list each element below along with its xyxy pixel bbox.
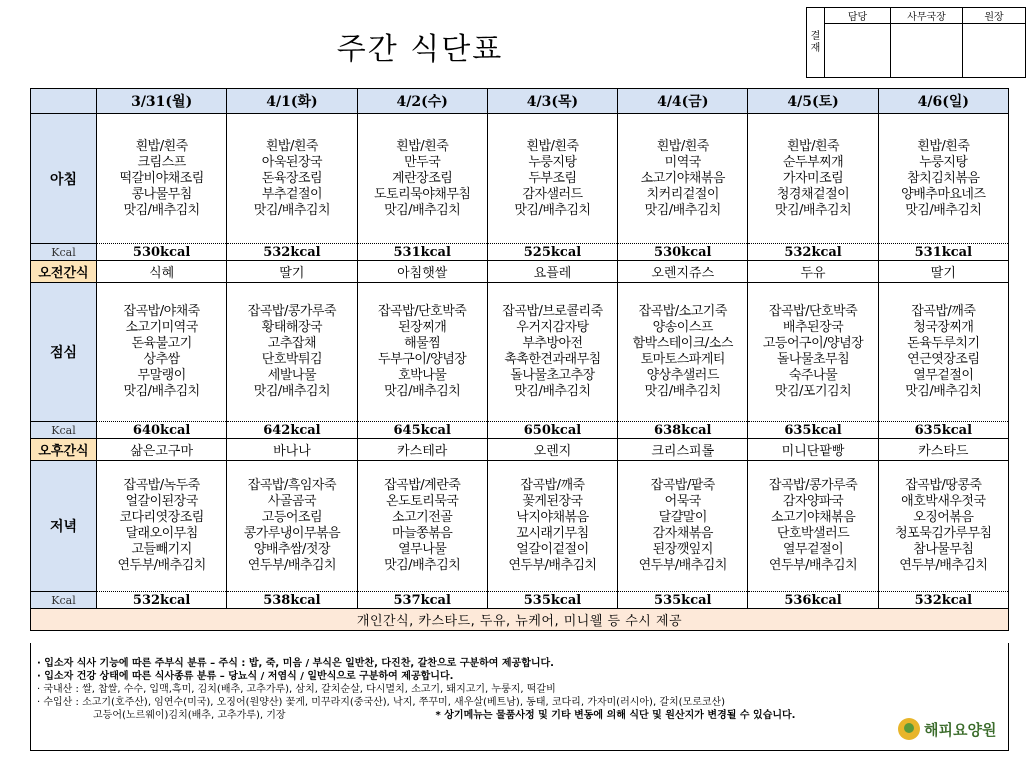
- dish-item: 잡곡밥/녹두죽: [123, 478, 200, 493]
- notes-section: [30, 643, 1009, 751]
- dish-item: 치커리겉절이: [646, 186, 719, 202]
- dinner-dishes: [227, 461, 357, 592]
- dish-item: 흰밥/흰죽: [786, 138, 840, 154]
- dish-item: 연두부/배추김치: [768, 558, 858, 573]
- dish-item: 상추쌈: [143, 352, 180, 367]
- dish-item: 마늘쫑볶음: [392, 526, 453, 541]
- lunch-dishes: [357, 283, 487, 422]
- dish-item: 청경채겉절이: [776, 186, 850, 202]
- day-header: 4/4(금): [618, 89, 748, 114]
- dish-item: 양배추마요네즈: [901, 186, 986, 202]
- kcal-value: 536kcal: [748, 592, 878, 609]
- dish-item: 소고기전골: [392, 510, 453, 525]
- dish-item: 달래오이무침: [125, 526, 198, 541]
- dish-item: 잡곡밥/단호박죽: [378, 304, 467, 319]
- note-line: · 입소자 건강 상태에 따른 식사종류 분류 – 당뇨식 / 저염식 / 일반식으로 구분하여 제공합니다.: [37, 671, 454, 682]
- dish-item: 순두부찌개: [782, 154, 844, 170]
- day-header: 4/2(수): [357, 89, 487, 114]
- dish-item: 맛김/배추김치: [123, 384, 200, 399]
- dish-item: 청국장찌개: [913, 320, 974, 335]
- day-header: 4/3(목): [487, 89, 617, 114]
- meal-label-morning-snack: 오전간식: [31, 261, 97, 283]
- meal-label-lunch: 점심: [31, 283, 97, 422]
- page-title: 주간 식단표: [336, 32, 504, 67]
- dish-item: 양송이스프: [652, 320, 713, 335]
- kcal-value: 535kcal: [487, 592, 617, 609]
- dish-item: 연두부/배추김치: [247, 558, 337, 573]
- dish-item: 연두부/배추김치: [638, 558, 727, 573]
- dish-item: 흰밥/흰죽: [656, 138, 709, 154]
- snack-item: 아침햇쌀: [357, 261, 487, 283]
- dish-item: 낙지야채볶음: [516, 510, 589, 525]
- breakfast-row: [31, 114, 1009, 244]
- dish-item: 온도토리묵국: [386, 494, 459, 509]
- snack-item: 딸기: [878, 261, 1008, 283]
- dish-item: 소고기야채볶음: [770, 510, 856, 525]
- kcal-value: 532kcal: [97, 592, 227, 609]
- kcal-value: 537kcal: [357, 592, 487, 609]
- dinner-dishes: [97, 461, 227, 592]
- approval-role-staff: 담당: [825, 8, 891, 24]
- note-line: · 국내산 : 쌀, 찹쌀, 수수, 입맥,흑미, 김치(배추, 고추가루), 삼치, 갈치순살, 다시멸치, 소고기, 돼지고기, 누룽지, 떡갈비: [37, 684, 556, 695]
- approval-box: [806, 7, 1026, 78]
- approval-role-head: 원장: [963, 8, 1026, 24]
- meal-label-dinner: 저녁: [31, 461, 97, 592]
- dish-item: 콩가루냉이무볶음: [243, 526, 341, 541]
- dish-item: 잡곡밥/소고기죽: [638, 304, 727, 319]
- breakfast-dishes: [97, 114, 227, 244]
- dish-item: 두부구이/양념장: [378, 352, 467, 367]
- dish-item: 꽃게된장국: [522, 494, 583, 509]
- kcal-value: 538kcal: [227, 592, 357, 609]
- dish-item: 잡곡밥/깨죽: [520, 478, 585, 493]
- dish-item: 어묵국: [664, 494, 701, 509]
- dish-item: 양배추쌈/젓장: [253, 542, 331, 557]
- lunch-kcal-row: [31, 422, 1009, 439]
- day-header: 4/5(토): [748, 89, 878, 114]
- snack-item: 미니단팥빵: [748, 439, 878, 461]
- kcal-value: 642kcal: [227, 422, 357, 439]
- dish-item: 청포묵김가루무침: [895, 526, 992, 541]
- dish-item: 열무겉절이: [782, 542, 844, 557]
- dish-item: 잡곡밥/브로콜리죽: [502, 304, 603, 319]
- day-header: 4/6(일): [878, 89, 1008, 114]
- dish-item: 맛김/배추김치: [644, 202, 721, 218]
- snack-item: 바나나: [227, 439, 357, 461]
- note-line: [37, 709, 1002, 722]
- dish-item: 흰밥/흰죽: [917, 138, 970, 154]
- kcal-label: Kcal: [31, 244, 97, 261]
- dish-item: 열무겉절이: [913, 368, 974, 383]
- dish-item: 돈육두루치기: [907, 336, 980, 351]
- note-origin-cont: 고등어(노르웨이)김치(배추, 고추가루), 기장: [93, 710, 286, 721]
- snack-item: 요플레: [487, 261, 617, 283]
- dish-item: 무말랭이: [137, 368, 186, 383]
- dish-item: 고추잡채: [267, 336, 317, 351]
- dinner-dishes: [748, 461, 878, 592]
- snack-item: 두유: [748, 261, 878, 283]
- dish-item: 잡곡밥/땅콩죽: [905, 478, 982, 493]
- kcal-value: 640kcal: [97, 422, 227, 439]
- note-disclaimer: * 상기메뉴는 물품사정 및 기타 변동에 의해 식단 및 원산지가 변경될 수 있습니다.: [435, 710, 796, 721]
- note-line: · 입소자 식사 기능에 따른 주부식 분류 – 주식 : 밥, 죽, 미음 / 부식은 일반찬, 다진찬, 갈찬으로 구분하여 제공합니다.: [37, 658, 554, 669]
- dish-item: 감자샐러드: [522, 186, 583, 202]
- dish-item: 고들빼기지: [131, 542, 192, 557]
- dish-item: 흰밥/흰죽: [526, 138, 579, 154]
- kcal-value: 530kcal: [618, 244, 748, 261]
- breakfast-dishes: [227, 114, 357, 244]
- day-header-row: [31, 89, 1009, 114]
- dish-item: 오징어볶음: [913, 510, 974, 525]
- lunch-row: [31, 283, 1009, 422]
- dish-item: 누룽지탕: [528, 154, 577, 170]
- dish-item: 된장깻잎지: [652, 542, 713, 557]
- dish-item: 맛김/배추김치: [384, 384, 461, 399]
- kcal-value: 531kcal: [878, 244, 1008, 261]
- meal-label-breakfast: 아침: [31, 114, 97, 244]
- dish-item: 열무나물: [398, 542, 447, 557]
- dish-item: 참나물무침: [913, 542, 974, 557]
- dish-item: 코다리엿장조림: [119, 510, 204, 525]
- dish-item: 해물찜: [404, 336, 441, 351]
- corner-cell: [31, 89, 97, 114]
- kcal-value: 532kcal: [748, 244, 878, 261]
- dish-item: 돌나물초무침: [776, 352, 850, 367]
- dish-item: 황태해장국: [261, 320, 323, 335]
- meal-label-afternoon-snack: 오후간식: [31, 439, 97, 461]
- dish-item: 잡곡밥/콩가루죽: [768, 478, 858, 493]
- day-header: 3/31(월): [97, 89, 227, 114]
- dish-item: 참치김치볶음: [907, 170, 980, 186]
- kcal-value: 650kcal: [487, 422, 617, 439]
- dish-item: 연근엿장조림: [907, 352, 980, 367]
- lunch-dishes: [618, 283, 748, 422]
- dish-item: 맛김/배추김치: [253, 384, 331, 399]
- dish-item: 잡곡밥/야채죽: [123, 304, 200, 319]
- dish-item: 된장찌개: [398, 320, 447, 335]
- dinner-dishes: [357, 461, 487, 592]
- dish-item: 잡곡밥/흑임자죽: [247, 478, 337, 493]
- kcal-value: 635kcal: [748, 422, 878, 439]
- snack-item: 오렌지쥬스: [618, 261, 748, 283]
- dish-item: 토마토스파게티: [640, 352, 725, 367]
- dish-item: 맛김/배추김치: [774, 202, 852, 218]
- dish-item: 누룽지탕: [919, 154, 968, 170]
- dish-item: 맛김/배추김치: [514, 202, 591, 218]
- breakfast-dishes: [748, 114, 878, 244]
- breakfast-kcal-row: [31, 244, 1009, 261]
- dish-item: 단호박샐러드: [776, 526, 850, 541]
- snack-item: 카스타드: [878, 439, 1008, 461]
- dish-item: 맛김/포기김치: [774, 384, 852, 399]
- dish-item: 맛김/배추김치: [123, 202, 200, 218]
- dish-item: 맛김/배추김치: [384, 202, 461, 218]
- kcal-value: 635kcal: [878, 422, 1008, 439]
- snack-item: 딸기: [227, 261, 357, 283]
- approval-sign-staff: [825, 24, 891, 78]
- dish-item: 돈육장조림: [261, 170, 323, 186]
- dish-item: 크림스프: [137, 154, 186, 170]
- dish-item: 부추방아전: [522, 336, 583, 351]
- kcal-value: 530kcal: [97, 244, 227, 261]
- dish-item: 연두부/배추김치: [117, 558, 206, 573]
- dish-item: 얼갈이된장국: [125, 494, 198, 509]
- dish-item: 잡곡밥/계란죽: [384, 478, 461, 493]
- dish-item: 떡갈비야채조림: [119, 170, 204, 186]
- dinner-kcal-row: [31, 592, 1009, 609]
- lunch-dishes: [487, 283, 617, 422]
- dinner-dishes: [487, 461, 617, 592]
- weekly-menu-table: [30, 88, 1009, 631]
- lunch-dishes: [878, 283, 1008, 422]
- dish-item: 흰밥/흰죽: [135, 138, 188, 154]
- lunch-dishes: [97, 283, 227, 422]
- dish-item: 흰밥/흰죽: [265, 138, 318, 154]
- footer-note: 개인간식, 카스타드, 두유, 뉴케어, 미니웰 등 수시 제공: [31, 609, 1009, 631]
- dish-item: 흰밥/흰죽: [396, 138, 449, 154]
- morning-snack-row: [31, 261, 1009, 283]
- dish-item: 맛김/배추김치: [644, 384, 721, 399]
- dish-item: 잡곡밥/팥죽: [650, 478, 715, 493]
- approval-role-director: 사무국장: [891, 8, 963, 24]
- dish-item: 두부조림: [528, 170, 577, 186]
- kcal-value: 645kcal: [357, 422, 487, 439]
- dinner-row: [31, 461, 1009, 592]
- snack-item: 크리스피롤: [618, 439, 748, 461]
- afternoon-snack-row: [31, 439, 1009, 461]
- dish-item: 촉촉한견과래무침: [504, 352, 601, 367]
- dish-item: 연두부/배추김치: [508, 558, 597, 573]
- dish-item: 배추된장국: [782, 320, 844, 335]
- dish-item: 감자채볶음: [652, 526, 713, 541]
- dish-item: 돌나물초고추장: [510, 368, 595, 383]
- dish-item: 잡곡밥/깨죽: [911, 304, 976, 319]
- kcal-value: 638kcal: [618, 422, 748, 439]
- snack-item: 식혜: [97, 261, 227, 283]
- dish-item: 세발나물: [267, 368, 317, 383]
- dish-item: 고등어조림: [261, 510, 323, 525]
- dish-item: 우거지감자탕: [516, 320, 589, 335]
- approval-sign-head: [963, 24, 1026, 78]
- dish-item: 단호박튀김: [261, 352, 323, 367]
- dish-item: 꼬시래기무침: [516, 526, 589, 541]
- dish-item: 맛김/배추김치: [905, 384, 982, 399]
- kcal-value: 531kcal: [357, 244, 487, 261]
- breakfast-dishes: [357, 114, 487, 244]
- footer-note-row: [31, 609, 1009, 631]
- kcal-value: 525kcal: [487, 244, 617, 261]
- dish-item: 고등어구이/양념장: [762, 336, 864, 351]
- dish-item: 돈육불고기: [131, 336, 192, 351]
- dish-item: 숙주나물: [788, 368, 838, 383]
- dish-item: 부추겉절이: [261, 186, 323, 202]
- dish-item: 맛김/배추김치: [384, 558, 461, 573]
- kcal-value: 535kcal: [618, 592, 748, 609]
- logo: [898, 718, 996, 740]
- lunch-dishes: [227, 283, 357, 422]
- dish-item: 맛김/배추김치: [253, 202, 331, 218]
- dish-item: 가자미조림: [782, 170, 844, 186]
- dish-item: 애호박새우젓국: [901, 494, 986, 509]
- approval-sign-director: [891, 24, 963, 78]
- approval-side-label: 결재: [807, 8, 825, 78]
- kcal-label: Kcal: [31, 592, 97, 609]
- dish-item: 계란장조림: [392, 170, 453, 186]
- dish-item: 감자양파국: [782, 494, 844, 509]
- breakfast-dishes: [487, 114, 617, 244]
- dish-item: 호박나물: [398, 368, 447, 383]
- logo-icon: [898, 718, 920, 740]
- dish-item: 소고기야채볶음: [640, 170, 725, 186]
- dish-item: 맛김/배추김치: [514, 384, 591, 399]
- dish-item: 만두국: [404, 154, 441, 170]
- kcal-label: Kcal: [31, 422, 97, 439]
- dish-item: 양상추샐러드: [646, 368, 719, 383]
- logo-text: 해피요양원: [924, 720, 997, 739]
- snack-item: 오렌지: [487, 439, 617, 461]
- lunch-dishes: [748, 283, 878, 422]
- note-line: · 수입산 : 소고기(호주산), 임연수(미국), 오징어(원양산) 꽃게, 미꾸라지(중국산), 낙지, 쭈꾸미, 새우살(베트남), 동태, 코다리, 가자미(러시아), 갈치(모로코산): [37, 697, 726, 708]
- dish-item: 달걀말이: [658, 510, 707, 525]
- dish-item: 맛김/배추김치: [905, 202, 982, 218]
- dish-item: 아욱된장국: [261, 154, 323, 170]
- day-header: 4/1(화): [227, 89, 357, 114]
- dish-item: 함박스테이크/소스: [632, 336, 733, 351]
- dish-item: 소고기미역국: [125, 320, 198, 335]
- breakfast-dishes: [618, 114, 748, 244]
- dish-item: 콩나물무침: [131, 186, 192, 202]
- dish-item: 연두부/배추김치: [899, 558, 988, 573]
- dish-item: 도토리묵야채무침: [373, 186, 471, 202]
- kcal-value: 532kcal: [227, 244, 357, 261]
- dish-item: 얼갈이겉절이: [516, 542, 589, 557]
- dish-item: 사골곰국: [267, 494, 317, 509]
- snack-item: 카스테라: [357, 439, 487, 461]
- dish-item: 잡곡밥/단호박죽: [768, 304, 858, 319]
- snack-item: 삶은고구마: [97, 439, 227, 461]
- dish-item: 잡곡밥/콩가루죽: [247, 304, 337, 319]
- kcal-value: 532kcal: [878, 592, 1008, 609]
- dinner-dishes: [618, 461, 748, 592]
- breakfast-dishes: [878, 114, 1008, 244]
- dinner-dishes: [878, 461, 1008, 592]
- dish-item: 미역국: [664, 154, 701, 170]
